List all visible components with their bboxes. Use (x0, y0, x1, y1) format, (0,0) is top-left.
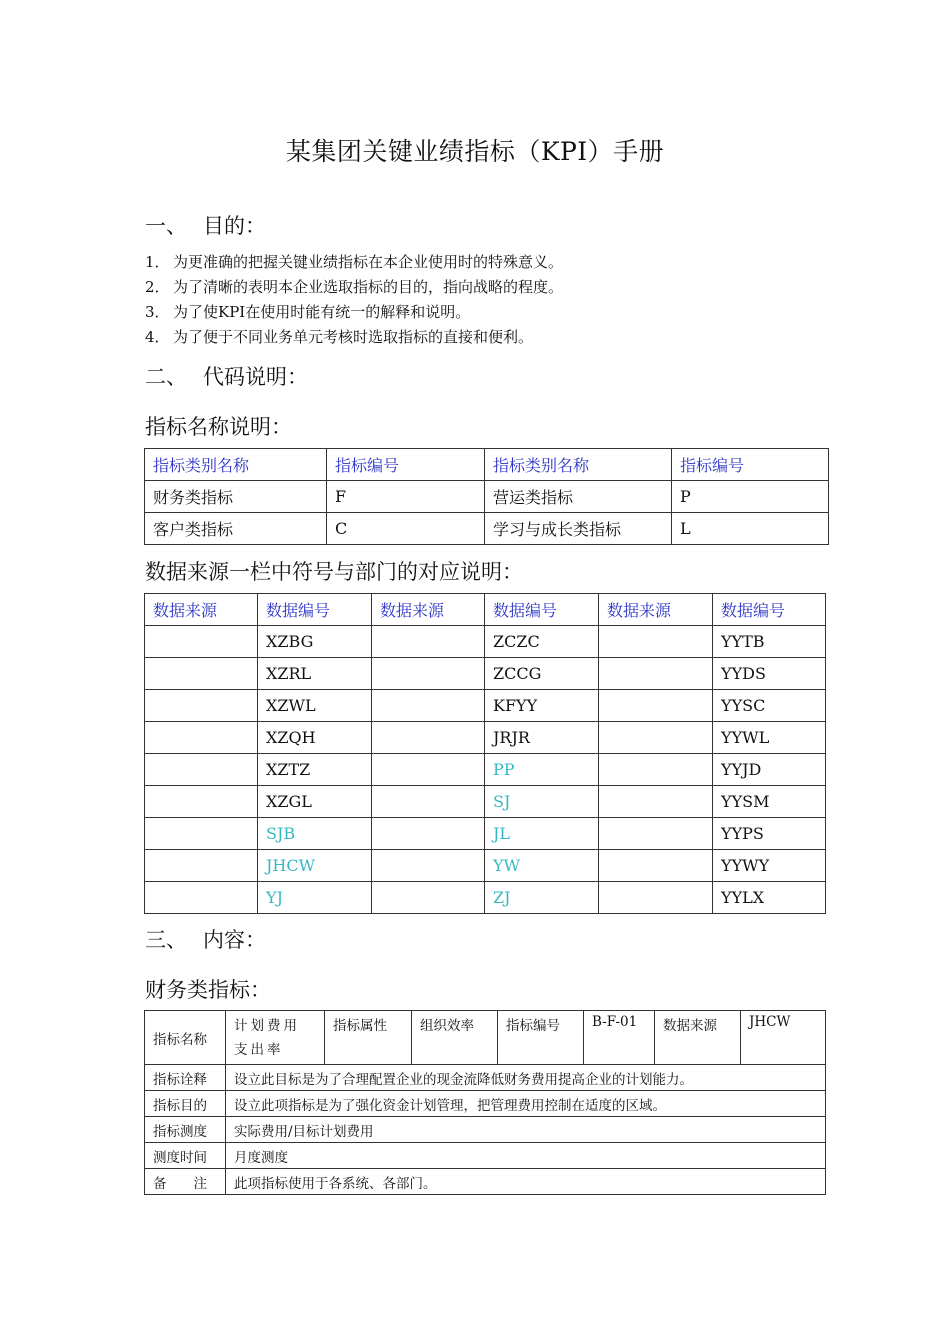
column-header: 指标编号 (327, 449, 485, 481)
code-cell: YYJD (713, 754, 826, 786)
section-code-heading (145, 361, 308, 391)
table-row (145, 1169, 826, 1195)
table-row (145, 786, 826, 818)
table-row (145, 1117, 826, 1143)
source-cell (372, 722, 485, 754)
code-cell: KFYY (485, 690, 599, 722)
table-row (145, 722, 826, 754)
list-item-number: 1． (145, 253, 170, 271)
source-cell (599, 882, 713, 914)
column-header: 数据编号 (485, 594, 599, 626)
list-item-text: 为更准确的把握关键业绩指标在本企业使用时的特殊意义。 (173, 253, 564, 271)
subheading-indicator-names: 指标名称说明： (145, 415, 292, 439)
list-item-number: 2． (145, 278, 170, 296)
kpi-attr-value: 组织效率 (412, 1011, 498, 1065)
table-cell: 营运类指标 (485, 481, 672, 513)
page-title: 某集团关键业绩指标（KPI）手册 (285, 137, 665, 166)
source-cell (145, 658, 258, 690)
code-cell: YYTB (713, 626, 826, 658)
source-cell (372, 850, 485, 882)
code-cell: JL (485, 818, 599, 850)
code-cell: SJB (258, 818, 372, 850)
source-cell (599, 850, 713, 882)
kpi-code-label: 指标编号 (498, 1011, 584, 1065)
source-cell (372, 818, 485, 850)
kpi-attr-label: 指标属性 (325, 1011, 412, 1065)
code-cell: PP (485, 754, 599, 786)
table-cell: 客户类指标 (145, 513, 327, 545)
table-row (145, 882, 826, 914)
code-cell: YYLX (713, 882, 826, 914)
table-cell: 学习与成长类指标 (485, 513, 672, 545)
purpose-list (145, 250, 563, 350)
kpi-card-table (144, 1010, 826, 1195)
source-cell (372, 882, 485, 914)
kpi-row-value: 月度测度 (226, 1143, 826, 1169)
code-cell: YW (485, 850, 599, 882)
kpi-row-value: 设立此目标是为了合理配置企业的现金流降低财务费用提高企业的计划能力。 (226, 1065, 826, 1091)
kpi-row-label: 指标测度 (145, 1117, 226, 1143)
kpi-row-label: 备 注 (145, 1169, 226, 1195)
subheading-finance: 财务类指标： (145, 978, 271, 1002)
kpi-name-value: 计划费用支出率 (226, 1011, 325, 1065)
list-item-text: 为了清晰的表明本企业选取指标的目的，指向战略的程度。 (173, 278, 564, 296)
list-item (145, 300, 563, 325)
table-row (145, 1143, 826, 1169)
source-cell (599, 626, 713, 658)
table-row (145, 818, 826, 850)
column-header: 数据编号 (258, 594, 372, 626)
code-cell: YJ (258, 882, 372, 914)
code-cell: XZBG (258, 626, 372, 658)
list-item-number: 3． (145, 303, 170, 321)
table-header-row (145, 594, 826, 626)
table-cell: P (672, 481, 829, 513)
table-cell: 财务类指标 (145, 481, 327, 513)
source-cell (599, 690, 713, 722)
kpi-source-value: JHCW (741, 1011, 826, 1065)
code-cell: YYSC (713, 690, 826, 722)
list-item (145, 275, 563, 300)
table-row (145, 658, 826, 690)
section-label: 目的： (203, 214, 266, 238)
source-cell (145, 818, 258, 850)
list-item-text: 为了使KPI在使用时能有统一的解释和说明。 (173, 303, 471, 321)
code-cell: YYWL (713, 722, 826, 754)
source-cell (145, 690, 258, 722)
source-cell (145, 882, 258, 914)
section-label: 代码说明： (203, 365, 308, 389)
table-row (145, 481, 829, 513)
kpi-row-value: 设立此项指标是为了强化资金计划管理，把管理费用控制在适度的区域。 (226, 1091, 826, 1117)
source-cell (372, 690, 485, 722)
kpi-row-label: 测度时间 (145, 1143, 226, 1169)
table-cell: C (327, 513, 485, 545)
code-cell: ZCCG (485, 658, 599, 690)
code-cell: XZGL (258, 786, 372, 818)
source-cell (599, 722, 713, 754)
list-item-text: 为了便于不同业务单元考核时选取指标的直接和便利。 (173, 328, 534, 346)
code-cell: XZWL (258, 690, 372, 722)
table-row (145, 1091, 826, 1117)
table-header-row (145, 449, 829, 481)
kpi-source-label: 数据来源 (655, 1011, 741, 1065)
code-cell: JRJR (485, 722, 599, 754)
source-cell (599, 818, 713, 850)
indicator-name-table (144, 448, 829, 545)
kpi-code-value: B-F-01 (584, 1011, 655, 1065)
section-number: 一、 (145, 214, 187, 238)
list-item-number: 4． (145, 328, 170, 346)
code-cell: ZJ (485, 882, 599, 914)
source-cell (145, 850, 258, 882)
section-label: 内容： (203, 928, 266, 952)
list-item (145, 325, 563, 350)
source-cell (145, 786, 258, 818)
column-header: 指标编号 (672, 449, 829, 481)
code-cell: XZRL (258, 658, 372, 690)
column-header: 指标类别名称 (145, 449, 327, 481)
source-cell (599, 754, 713, 786)
column-header: 数据来源 (372, 594, 485, 626)
code-cell: JHCW (258, 850, 372, 882)
source-cell (372, 626, 485, 658)
source-cell (145, 626, 258, 658)
table-cell: L (672, 513, 829, 545)
source-cell (145, 754, 258, 786)
table-row (145, 754, 826, 786)
code-cell: XZQH (258, 722, 372, 754)
table-row (145, 513, 829, 545)
table-row (145, 1065, 826, 1091)
kpi-row-value: 实际费用/目标计划费用 (226, 1117, 826, 1143)
source-cell (372, 658, 485, 690)
kpi-row-label: 指标目的 (145, 1091, 226, 1117)
table-cell: F (327, 481, 485, 513)
kpi-name-label: 指标名称 (145, 1011, 226, 1065)
section-number: 二、 (145, 365, 187, 389)
column-header: 数据来源 (145, 594, 258, 626)
kpi-row-value: 此项指标使用于各系统、各部门。 (226, 1169, 826, 1195)
column-header: 数据编号 (713, 594, 826, 626)
code-cell: XZTZ (258, 754, 372, 786)
kpi-header-row (145, 1011, 826, 1065)
section-number: 三、 (145, 928, 187, 952)
table-row (145, 850, 826, 882)
source-cell (599, 786, 713, 818)
subheading-data-sources: 数据来源一栏中符号与部门的对应说明： (145, 560, 523, 584)
table-row (145, 690, 826, 722)
code-cell: YYDS (713, 658, 826, 690)
section-content-heading (145, 924, 266, 954)
section-purpose-heading (145, 210, 266, 240)
column-header: 数据来源 (599, 594, 713, 626)
kpi-row-label: 指标诠释 (145, 1065, 226, 1091)
code-cell: YYSM (713, 786, 826, 818)
code-cell: YYWY (713, 850, 826, 882)
source-cell (145, 722, 258, 754)
code-cell: SJ (485, 786, 599, 818)
column-header: 指标类别名称 (485, 449, 672, 481)
source-cell (372, 786, 485, 818)
code-cell: ZCZC (485, 626, 599, 658)
source-cell (599, 658, 713, 690)
code-cell: YYPS (713, 818, 826, 850)
data-source-table (144, 593, 826, 914)
source-cell (372, 754, 485, 786)
list-item (145, 250, 563, 275)
table-row (145, 626, 826, 658)
